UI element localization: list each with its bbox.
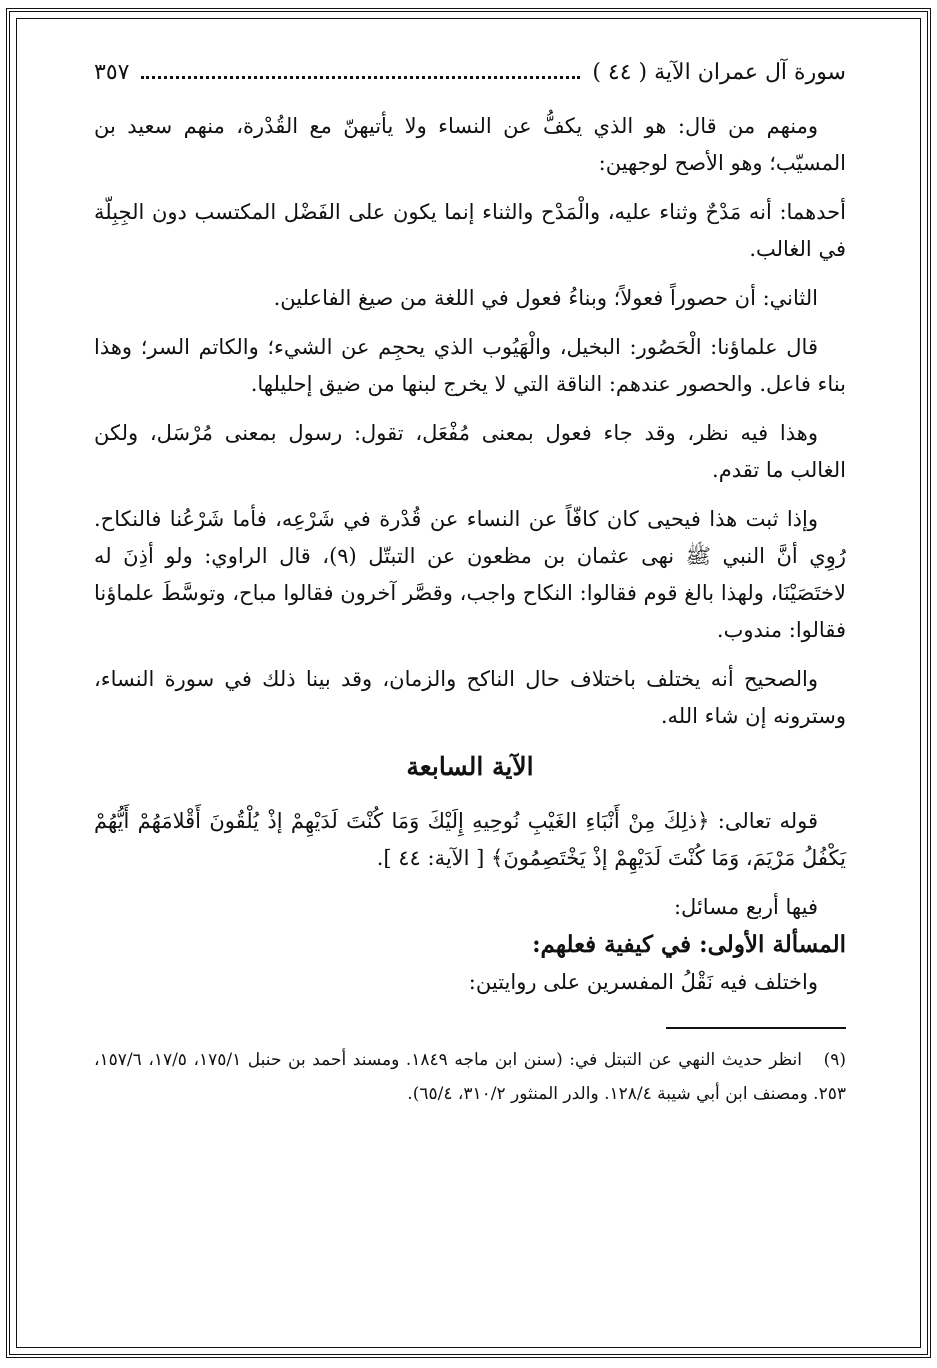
page-content [94,60,846,1111]
issues-intro: فيها أربع مسائل: [673,895,818,919]
footnote-separator [666,1027,846,1029]
paragraph-2: أحدهما: أنه مَدْحٌ وثناء عليه، والْمَدْح والثناء إنما يكون على الفَضْل المكتسب دون الجِبِلّة في الغالب. [94,200,846,261]
running-header [94,60,846,108]
verse-paragraph: قوله تعالى: ﴿ذلِكَ مِنْ أَنْبَاءِ الغَيْبِ نُوحِيهِ إِلَيْكَ وَمَا كُنْتَ لَدَيْهِمْ إذْ يُلْقُونَ أَقْلامَهُمْ أَيُّهُمْ يَكْفُلُ مَرْيَمَ، وَمَا كُنْتَ لَدَيْهِمْ إذْ يَخْتَصِمُونَ﴾ [ الآية: ٤٤ ]. [94,809,846,870]
header-title: سورة آل عمران الآية ( ٤٤ ) [592,60,846,85]
paragraph-7: والصحيح أنه يختلف باختلاف حال الناكح والزمان، وقد بينا ذلك في سورة النساء، وسترونه إن شاء الله. [94,667,846,728]
section-heading: الآية السابعة [406,752,534,781]
footnote-number: (٩) [823,1050,846,1070]
paragraph-1: ومنهم من قال: هو الذي يكفُّ عن النساء ولا يأتيهنّ مع القُدْرة، منهم سعيد بن المسيّب؛ وهو الأصح لوجهين: [94,114,846,175]
paragraph-4: قال علماؤنا: الْحَصُور: البخيل، والْهَيُوب الذي يحجِم عن الشيء؛ والكاتم السر؛ وهذا بناء فاعل. والحصور عندهم: الناقة التي لا يخرج لبنها من ضيق إحليلها. [94,335,846,396]
paragraph-5: وهذا فيه نظر، وقد جاء فعول بمعنى مُفْعَل، تقول: رسول بمعنى مُرْسَل، ولكن الغالب ما تقدم. [94,421,846,482]
paragraph-3: الثاني: أن حصوراً فعولاً؛ وبناءُ فعول في اللغة من صيغ الفاعلين. [273,286,818,310]
header-dots [141,76,580,79]
paragraph-6: وإذا ثبت هذا فيحيى كان كافّاً عن النساء عن قُدْرة في شَرْعِه، فأما شَرْعُنا فالنكاح. رُوِي أنَّ النبي ﷺ نهى عثمان بن مظعون عن التبتّل (٩)، قال الراوي: ولو أذِنَ له لاختَصَيْنَا، ولهذا بالغ قوم فقالوا: النكاح واجب، وقصَّر آخرون فقالوا مباح، وتوسَّطَ علماؤنا فقالوا: مندوب. [94,507,846,642]
issue-one-text: واختلف فيه نَقْلُ المفسرين على روايتين: [468,970,818,994]
footnote-text: انظر حديث النهي عن التبتل في: (سنن ابن ماجه ١٨٤٩. ومسند أحمد بن حنبل ١٧٥/١، ١٧/٥، ١٥٧/٦، ٢٥٣. ومصنف ابن أبي شيبة ١٢٨/٤. والدر المنثور ٣١٠/٢، ٦٥/٤). [94,1050,846,1104]
page-number: ٣٥٧ [94,60,130,85]
footnote [94,1043,846,1111]
issue-one-heading: المسألة الأولى: في كيفية فعلهم: [532,931,846,958]
